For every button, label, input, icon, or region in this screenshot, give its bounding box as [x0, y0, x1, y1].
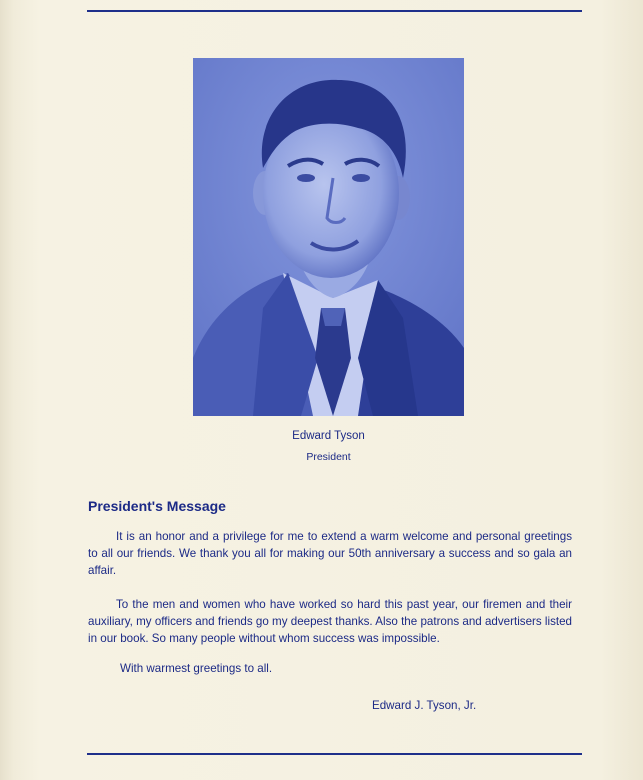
message-paragraph-2: To the men and women who have worked so hard this past year, our firemen and their auxiliary, my officers and friends go my deepest thanks. Also the patrons and advertisers listed in our book. So many people without whom success was impossible. [88, 598, 572, 645]
top-rule [87, 10, 582, 12]
bottom-rule [87, 753, 582, 755]
portrait-caption-name: Edward Tyson [292, 430, 365, 442]
signature: Edward J. Tyson, Jr. [372, 699, 477, 712]
message-closing: With warmest greetings to all. [120, 662, 273, 675]
message-paragraph-1: It is an honor and a privilege for me to extend a warm welcome and personal greetings to all our friends. We thank you all for making our 50th anniversary a success and so gala an affair. [88, 530, 572, 577]
message-heading: President's Message [88, 498, 226, 514]
portrait-caption-title: President [306, 451, 351, 463]
portrait-image [193, 58, 464, 416]
president-portrait [193, 58, 464, 416]
